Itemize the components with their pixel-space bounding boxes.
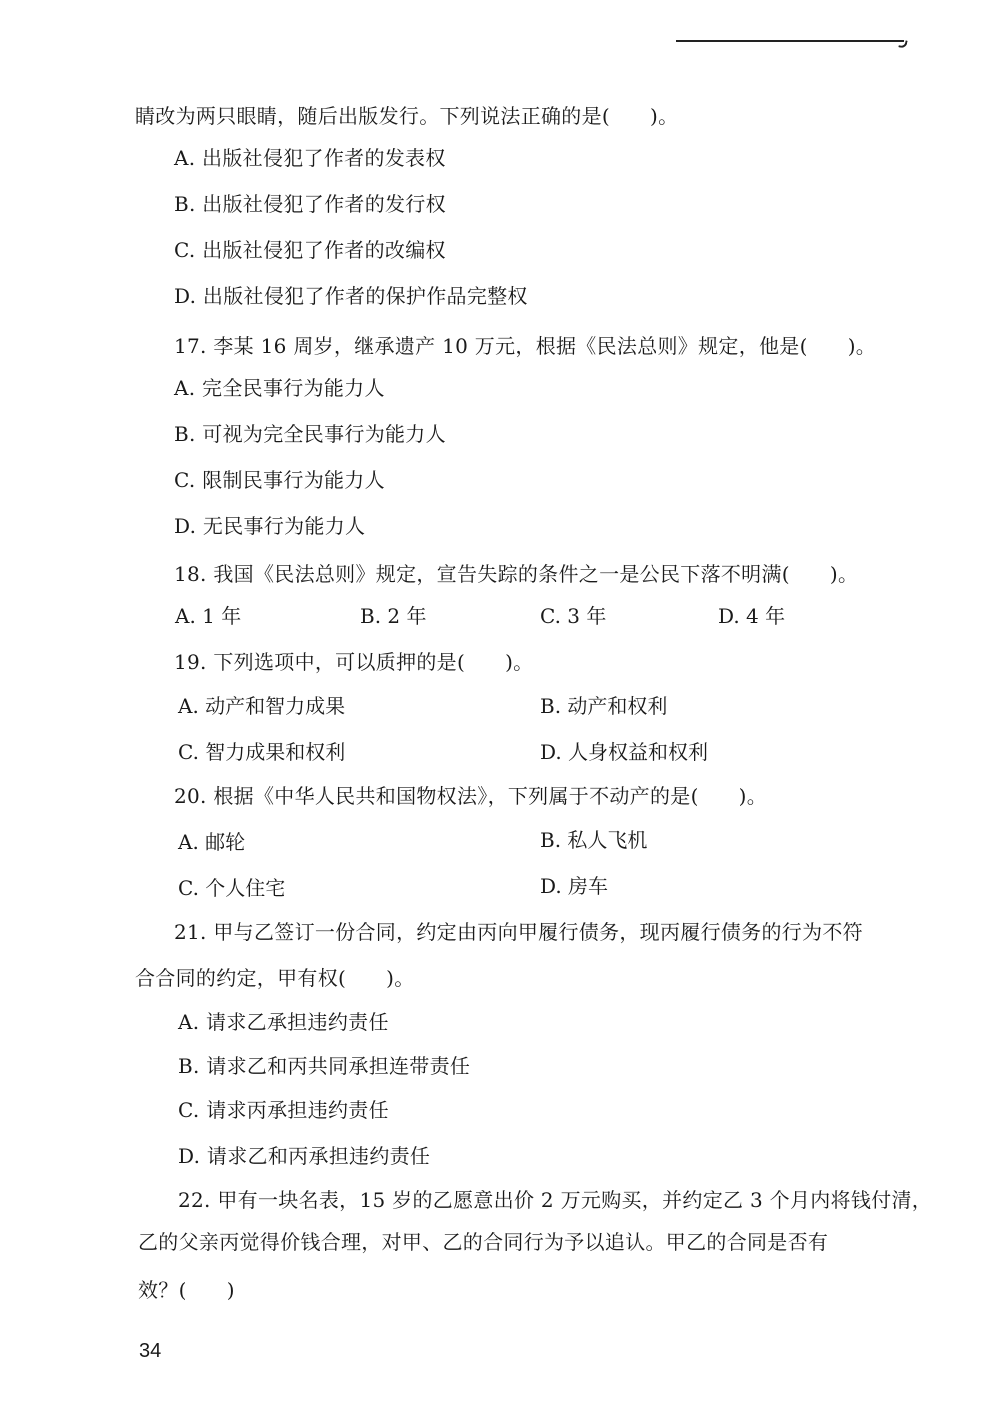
header-rule-hook <box>898 39 907 48</box>
q18-stem <box>174 562 858 586</box>
q21-stem-line2 <box>135 966 415 990</box>
q20-option-d: D. 房车 <box>540 874 609 898</box>
q18-option-a: A. 1 年 <box>175 604 242 628</box>
q16-stem <box>135 104 678 128</box>
q18-close: )。 <box>829 562 859 586</box>
q17-close: )。 <box>847 334 877 358</box>
header-rule <box>676 40 904 42</box>
q17-stem <box>174 334 876 358</box>
q20-option-b: B. 私人飞机 <box>540 828 648 852</box>
q16-option-a: A. 出版社侵犯了作者的发表权 <box>174 146 446 170</box>
q18-option-d: D. 4 年 <box>718 604 786 628</box>
q20-stem <box>174 784 767 808</box>
q21-option-b: B. 请求乙和丙共同承担连带责任 <box>178 1054 471 1078</box>
q17-stem-text: 17. 李某 16 周岁，继承遗产 10 万元，根据《民法总则》规定，他是( <box>174 334 808 358</box>
q17-option-a: A. 完全民事行为能力人 <box>174 376 385 400</box>
page-number: 34 <box>139 1340 162 1362</box>
q16-stem-text: 睛改为两只眼睛，随后出版发行。下列说法正确的是( <box>135 104 611 128</box>
q17-option-c: C. 限制民事行为能力人 <box>174 468 385 492</box>
q16-option-d: D. 出版社侵犯了作者的保护作品完整权 <box>174 284 528 308</box>
q22-close: ) <box>226 1278 235 1302</box>
q19-option-b: B. 动产和权利 <box>540 694 668 718</box>
q19-stem <box>174 650 533 674</box>
q19-option-c: C. 智力成果和权利 <box>178 740 346 764</box>
q22-stem-text: 效？( <box>138 1278 187 1302</box>
q17-option-d: D. 无民事行为能力人 <box>174 514 366 538</box>
q21-option-d: D. 请求乙和丙承担违约责任 <box>178 1144 431 1168</box>
q19-close: )。 <box>505 650 534 674</box>
q22-stem-line3 <box>138 1278 235 1302</box>
q20-option-a: A. 邮轮 <box>178 830 246 854</box>
q19-option-a: A. 动产和智力成果 <box>178 694 346 718</box>
q16-option-b: B. 出版社侵犯了作者的发行权 <box>174 192 446 216</box>
q16-option-c: C. 出版社侵犯了作者的改编权 <box>174 238 446 262</box>
q21-stem-text: 合合同的约定，甲有权( <box>135 966 347 990</box>
q18-option-c: C. 3 年 <box>540 604 607 628</box>
q21-option-c: C. 请求丙承担违约责任 <box>178 1098 389 1122</box>
q16-close: )。 <box>650 104 679 128</box>
q19-option-d: D. 人身权益和权利 <box>540 740 709 764</box>
q18-stem-text: 18. 我国《民法总则》规定，宣告失踪的条件之一是公民下落不明满( <box>174 562 790 586</box>
q21-option-a: A. 请求乙承担违约责任 <box>178 1010 389 1034</box>
q22-stem-line1: 22. 甲有一块名表，15 岁的乙愿意出价 2 万元购买，并约定乙 3 个月内将钱付清， <box>178 1188 933 1212</box>
q17-option-b: B. 可视为完全民事行为能力人 <box>174 422 446 446</box>
q21-stem-line1: 21. 甲与乙签订一份合同，约定由丙向甲履行债务，现丙履行债务的行为不符 <box>174 920 863 944</box>
q21-close: )。 <box>386 966 415 990</box>
q20-option-c: C. 个人住宅 <box>178 876 286 900</box>
q22-stem-line2: 乙的父亲丙觉得价钱合理，对甲、乙的合同行为予以追认。甲乙的合同是否有 <box>138 1230 829 1254</box>
q20-close: )。 <box>738 784 768 808</box>
q19-stem-text: 19. 下列选项中，可以质押的是( <box>174 650 466 674</box>
q18-option-b: B. 2 年 <box>360 604 427 628</box>
q20-stem-text: 20. 根据《中华人民共和国物权法》，下列属于不动产的是( <box>174 784 699 808</box>
